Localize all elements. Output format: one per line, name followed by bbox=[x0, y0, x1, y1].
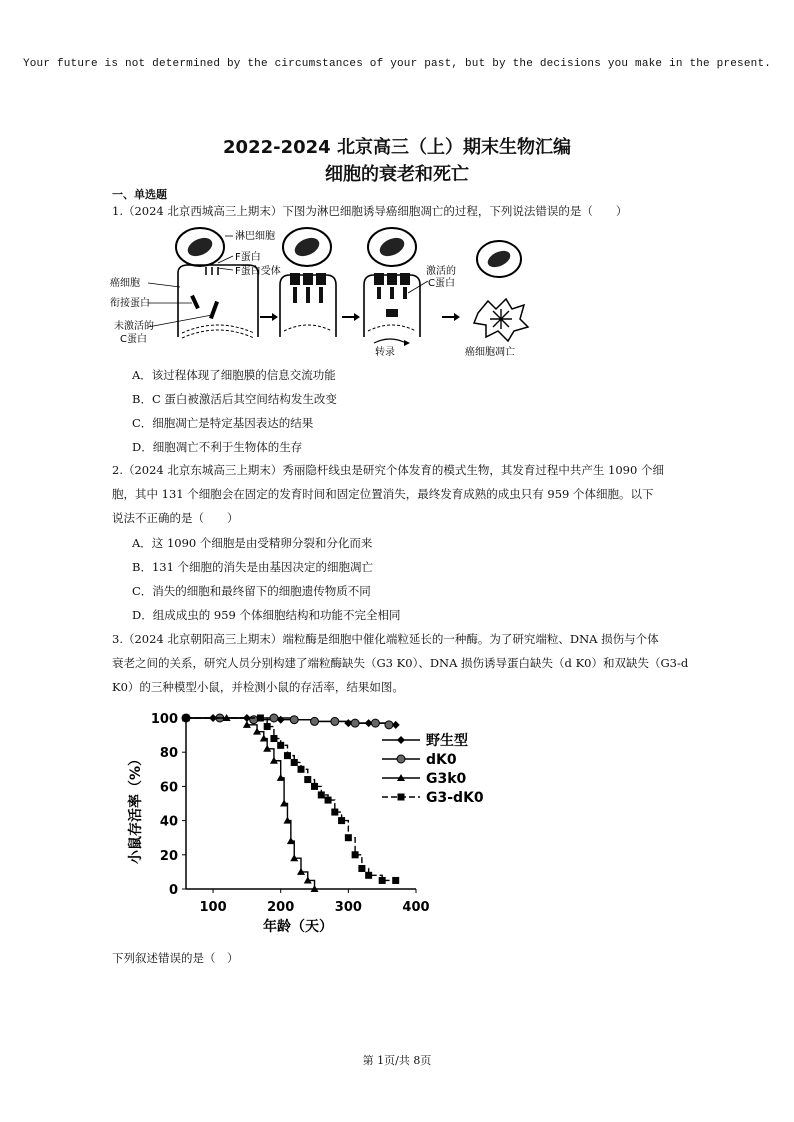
legend-label: 野生型 bbox=[426, 733, 468, 749]
legend-marker bbox=[397, 736, 405, 744]
label-adapter: 衔接蛋白 bbox=[110, 298, 150, 309]
data-point bbox=[270, 735, 277, 742]
q3-stem-line-2: 衰老之间的关系，研究人员分别构建了端粒酶缺失（G3 K0）、DNA 损伤诱导蛋白缺失（d K0）和双缺失（G3-d bbox=[112, 656, 689, 670]
q2-option-a: A．这 1090 个细胞是由受精卵分裂和分化而来 bbox=[132, 536, 373, 550]
data-point bbox=[385, 721, 393, 729]
lymphocyte-2 bbox=[283, 228, 331, 266]
lymphocyte-4 bbox=[477, 241, 521, 277]
y-tick-label: 100 bbox=[150, 712, 178, 727]
q1-option-b: B．C 蛋白被激活后其空间结构发生改变 bbox=[132, 392, 337, 406]
q1-option-c: C．细胞凋亡是特定基因表达的结果 bbox=[132, 416, 314, 430]
q1-option-a: A．该过程体现了细胞膜的信息交流功能 bbox=[132, 368, 336, 382]
label-active-c-2: C蛋白 bbox=[428, 278, 455, 289]
q2-option-c: C．消失的细胞和最终留下的细胞遗传物质不同 bbox=[132, 584, 371, 598]
data-point bbox=[365, 872, 372, 879]
data-point bbox=[298, 766, 305, 773]
motto-header: Your future is not determined by the circumstances of your past, but by the decisions you make in the present. bbox=[22, 58, 772, 70]
q1-figure bbox=[108, 225, 558, 360]
data-point bbox=[358, 865, 365, 872]
survival-chart bbox=[120, 705, 490, 940]
data-point bbox=[311, 783, 318, 790]
q3-followup: 下列叙述错误的是（ ） bbox=[112, 951, 239, 965]
lymphocyte-1 bbox=[176, 228, 224, 266]
q3-stem-line-1: 3.（2024 北京朝阳高三上期末）端粒酶是细胞中催化端粒延长的一种酶。为了研究端粒、DNA 损伤与个体 bbox=[112, 632, 659, 646]
data-point bbox=[318, 791, 325, 798]
q2-stem-line-3: 说法不正确的是（ ） bbox=[112, 511, 239, 525]
label-transcription: 转录 bbox=[375, 347, 395, 358]
data-point bbox=[291, 759, 298, 766]
x-tick-label: 300 bbox=[334, 900, 362, 915]
q2-stem-line-1: 2.（2024 北京东城高三上期末）秀丽隐杆线虫是研究个体发育的模式生物，其发育过程中共产生 1090 个细 bbox=[112, 463, 664, 477]
label-f-receptor: F蛋白受体 bbox=[235, 266, 281, 277]
label-active-c-1: 激活的 bbox=[426, 266, 456, 277]
data-point bbox=[264, 723, 271, 730]
data-point bbox=[311, 717, 319, 725]
data-point bbox=[331, 809, 338, 816]
legend-label: G3k0 bbox=[426, 771, 467, 787]
data-point bbox=[325, 797, 332, 804]
label-f-protein: F蛋白 bbox=[235, 252, 261, 263]
series-2 bbox=[182, 714, 319, 892]
label-inactive-c-2: C蛋白 bbox=[120, 334, 147, 345]
page-title: 2022-2024 北京高三（上）期末生物汇编 bbox=[223, 137, 571, 158]
q3-stem-line-3: K0）的三种模型小鼠，并检测小鼠的存活率，结果如图。 bbox=[112, 680, 404, 694]
y-tick-label: 80 bbox=[159, 746, 178, 762]
data-point bbox=[304, 776, 311, 783]
data-point bbox=[331, 717, 339, 725]
legend-marker bbox=[397, 755, 405, 763]
data-point bbox=[338, 817, 345, 824]
data-point bbox=[257, 715, 264, 722]
q2-stem-line-2: 胞，其中 131 个细胞会在固定的发育时间和固定位置消失，最终发育成熟的成虫只有 959 个体细胞。以下 bbox=[112, 487, 654, 501]
data-point bbox=[351, 719, 359, 727]
x-tick-label: 100 bbox=[199, 900, 227, 915]
lymphocyte-3 bbox=[368, 228, 416, 266]
data-point bbox=[371, 719, 379, 727]
q1-stem: 1.（2024 北京西城高三上期末）下图为淋巴细胞诱导癌细胞凋亡的过程，下列说法错误的是（ ） bbox=[112, 204, 628, 218]
data-point bbox=[290, 716, 298, 724]
legend-label: G3-dK0 bbox=[426, 790, 484, 806]
data-point bbox=[379, 877, 386, 884]
page-footer: 第 1页/共 8页 bbox=[362, 1054, 432, 1067]
legend-label: dK0 bbox=[426, 752, 457, 768]
x-tick-label: 400 bbox=[402, 900, 430, 915]
page-subtitle: 细胞的衰老和死亡 bbox=[325, 164, 469, 185]
legend-marker bbox=[398, 794, 405, 801]
chart-xlabel: 年龄（天） bbox=[263, 919, 333, 935]
data-point bbox=[284, 752, 291, 759]
data-point bbox=[392, 877, 399, 884]
series-3 bbox=[183, 715, 400, 884]
data-point bbox=[250, 716, 258, 724]
q1-option-d: D．细胞凋亡不利于生物体的生存 bbox=[132, 440, 303, 454]
section-heading: 一、单选题 bbox=[112, 188, 167, 201]
y-tick-label: 60 bbox=[159, 780, 178, 796]
series-line bbox=[186, 718, 396, 880]
data-point bbox=[270, 714, 278, 722]
chart-ylabel: 小鼠存活率（%） bbox=[128, 751, 144, 865]
x-tick-label: 200 bbox=[267, 900, 295, 915]
data-point bbox=[352, 851, 359, 858]
data-point bbox=[183, 715, 190, 722]
label-cancer-cell: 癌细胞 bbox=[110, 278, 140, 289]
label-apoptosis: 癌细胞凋亡 bbox=[465, 347, 515, 358]
q2-option-d: D．组成成虫的 959 个体细胞结构和功能不完全相同 bbox=[132, 608, 401, 622]
data-point bbox=[345, 834, 352, 841]
y-tick-label: 40 bbox=[159, 814, 178, 830]
y-tick-label: 0 bbox=[168, 883, 178, 898]
series-line bbox=[186, 718, 315, 889]
label-lymphocyte: 淋巴细胞 bbox=[235, 231, 275, 242]
y-tick-label: 20 bbox=[159, 848, 178, 864]
data-point bbox=[277, 742, 284, 749]
label-inactive-c-1: 未激活的 bbox=[114, 321, 154, 332]
q2-option-b: B．131 个细胞的消失是由基因决定的细胞凋亡 bbox=[132, 560, 374, 574]
